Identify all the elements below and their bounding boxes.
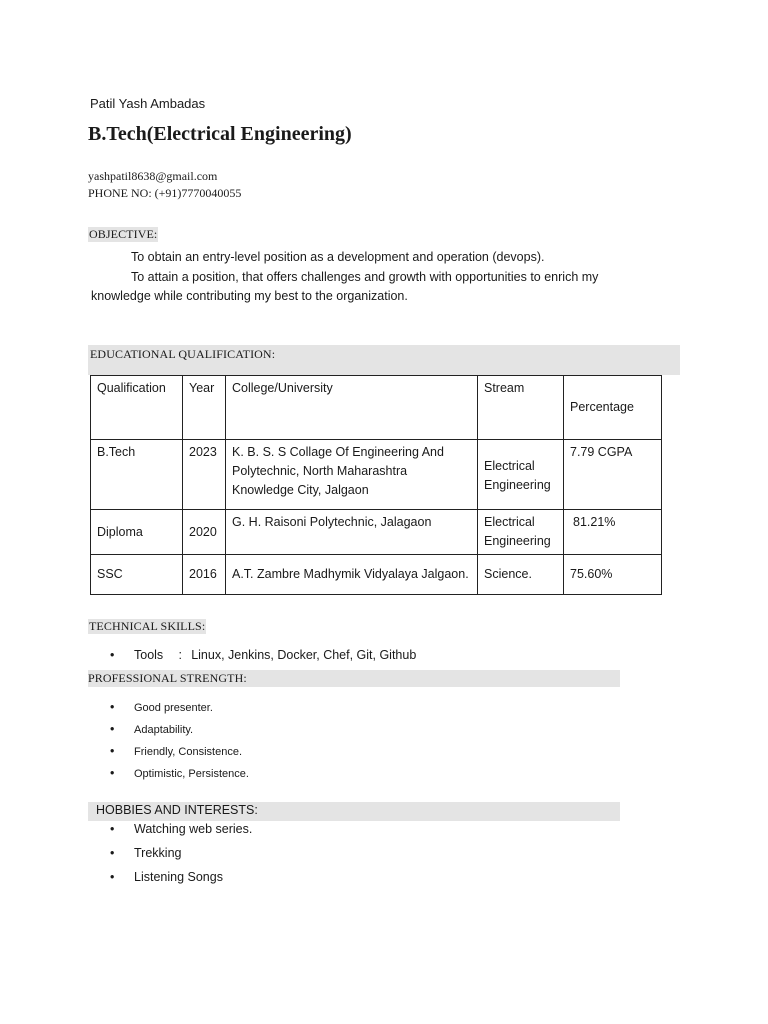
bullet-icon: • bbox=[110, 822, 115, 836]
cell-qualification: B.Tech bbox=[91, 440, 183, 510]
hobby-text: Trekking bbox=[134, 846, 182, 860]
list-item bbox=[110, 822, 252, 836]
list-item bbox=[110, 700, 213, 714]
objective-line-1: To obtain an entry-level position as a development and operation (devops). bbox=[131, 250, 545, 264]
bullet-icon: • bbox=[110, 700, 115, 714]
cell-qualification: SSC bbox=[91, 555, 183, 595]
education-heading: EDUCATIONAL QUALIFICATION: bbox=[90, 347, 276, 361]
technical-skills-heading: TECHNICAL SKILLS: bbox=[89, 619, 206, 633]
strength-text: Adaptability. bbox=[134, 724, 194, 736]
degree-heading: B.Tech(Electrical Engineering) bbox=[88, 123, 352, 145]
table-row bbox=[91, 555, 662, 595]
cell-qualification: Diploma bbox=[91, 510, 183, 555]
cell-stream: Electrical Engineering bbox=[478, 510, 564, 555]
list-item bbox=[110, 744, 242, 758]
cell-college: A.T. Zambre Madhymik Vidyalaya Jalgaon. bbox=[226, 555, 478, 595]
header-stream: Stream bbox=[478, 376, 564, 440]
list-item bbox=[110, 766, 249, 780]
bullet-icon: • bbox=[110, 722, 115, 736]
candidate-name: Patil Yash Ambadas bbox=[90, 96, 206, 111]
cell-percentage: 81.21% bbox=[564, 510, 662, 555]
hobby-text: Watching web series. bbox=[134, 822, 253, 836]
cell-percentage: 75.60% bbox=[564, 555, 662, 595]
bullet-icon: • bbox=[110, 846, 115, 860]
list-item bbox=[110, 846, 181, 860]
cell-stream: Electrical Engineering bbox=[478, 440, 564, 510]
list-item bbox=[110, 722, 193, 736]
list-item bbox=[110, 870, 223, 884]
table-header-row bbox=[91, 376, 662, 440]
bullet-icon: • bbox=[110, 766, 115, 780]
header-qualification: Qualification bbox=[91, 376, 183, 440]
education-table bbox=[90, 375, 662, 595]
table-row bbox=[91, 440, 662, 510]
cell-college: K. B. S. S Collage Of Engineering And Polytechnic, North Maharashtra Knowledge City, Jalgaon bbox=[226, 440, 478, 510]
cell-college: G. H. Raisoni Polytechnic, Jalagaon bbox=[226, 510, 478, 555]
tools-label: Tools bbox=[134, 648, 164, 662]
cell-stream: Science. bbox=[478, 555, 564, 595]
strength-text: Optimistic, Persistence. bbox=[134, 768, 249, 780]
cell-year: 2016 bbox=[183, 555, 226, 595]
header-year: Year bbox=[183, 376, 226, 440]
bullet-icon: • bbox=[110, 870, 115, 884]
hobbies-heading: HOBBIES AND INTERESTS: bbox=[96, 803, 258, 817]
strength-text: Friendly, Consistence. bbox=[134, 746, 243, 758]
cell-percentage: 7.79 CGPA bbox=[564, 440, 662, 510]
table-row bbox=[91, 510, 662, 555]
header-percentage: Percentage bbox=[564, 376, 662, 440]
tools-separator: : bbox=[178, 648, 182, 662]
objective-line-2: To attain a position, that offers challenges and growth with opportunities to enrich my bbox=[131, 270, 599, 284]
cell-year: 2020 bbox=[183, 510, 226, 555]
email-text: yashpatil8638@gmail.com bbox=[88, 169, 218, 183]
tools-value: Linux, Jenkins, Docker, Chef, Git, Github bbox=[191, 648, 417, 662]
professional-strength-heading: PROFESSIONAL STRENGTH: bbox=[88, 671, 247, 685]
phone-text: PHONE NO: (+91)7770040055 bbox=[88, 186, 242, 200]
header-college: College/University bbox=[226, 376, 478, 440]
hobby-text: Listening Songs bbox=[134, 870, 223, 884]
bullet-icon: • bbox=[110, 648, 115, 662]
strength-text: Good presenter. bbox=[134, 702, 213, 714]
cell-year: 2023 bbox=[183, 440, 226, 510]
tools-list-item bbox=[110, 648, 416, 662]
objective-line-3: knowledge while contributing my best to the organization. bbox=[91, 289, 408, 303]
bullet-icon: • bbox=[110, 744, 115, 758]
objective-heading: OBJECTIVE: bbox=[89, 227, 158, 241]
